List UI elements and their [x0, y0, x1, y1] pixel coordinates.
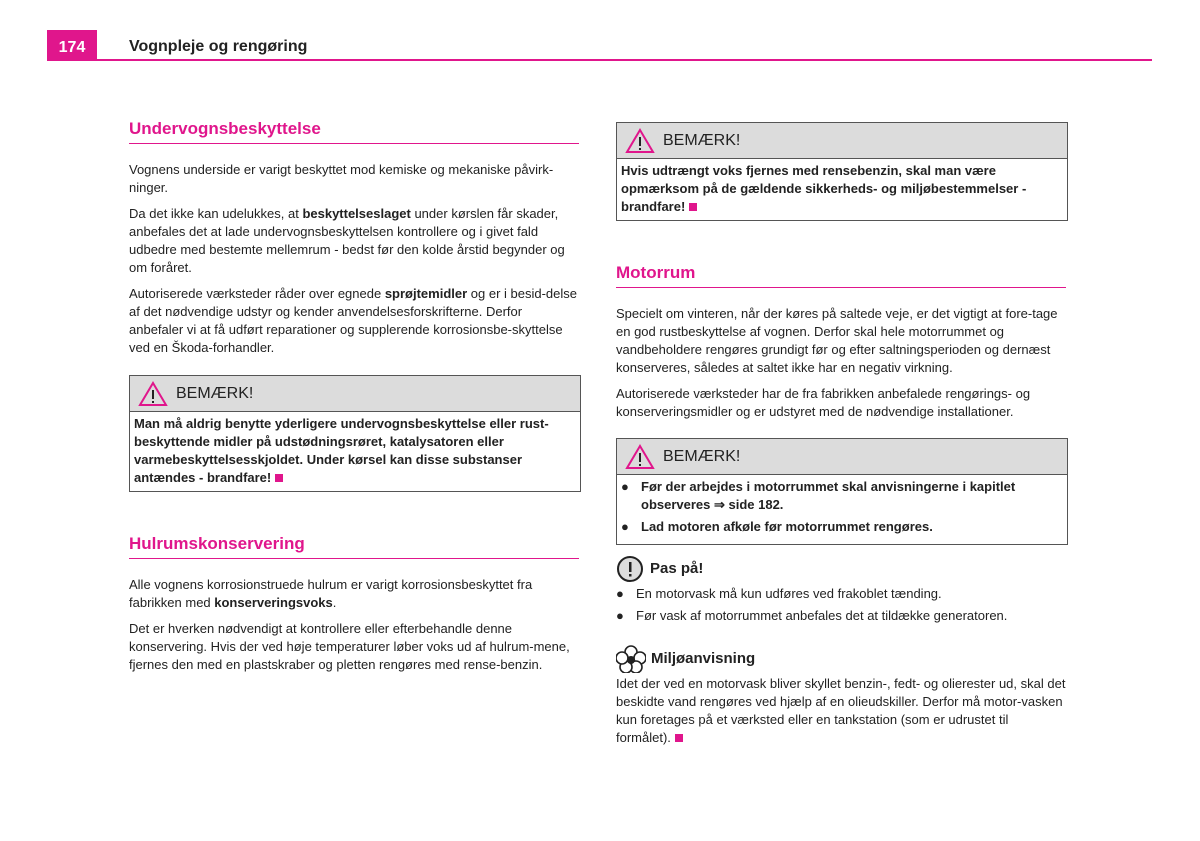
section-heading: Hulrumskonservering	[129, 533, 579, 559]
section-heading: Undervognsbeskyttelse	[129, 118, 579, 144]
warning-title: BEMÆRK!	[176, 384, 254, 402]
section-heading: Motorrum	[616, 262, 1066, 288]
warning-box	[616, 122, 1068, 221]
end-marker-icon	[675, 734, 683, 742]
environment-text: Idet der ved en motorvask bliver skyllet benzin-, fedt- og olierester ud, skal det beskidte vand rengøres ved hjælp af en olieudskiller. Derfor må motor-vasken kun foretages på et værksted eller en tankstation (som er udrustet til formålet).	[616, 676, 1066, 745]
warning-text: Hvis udtrængt voks fjernes med rensebenzin, skal man være opmærksom på de gældende sikkerheds- og miljøbestemmelser - brandfare!	[621, 163, 1027, 214]
caution-note	[616, 555, 1066, 629]
warning-text: Man må aldrig benytte yderligere undervognsbeskyttelse eller rust-beskyttende midler på udstødningsrøret, katalysatoren eller varmebeskyttelsesskjoldet. Under kørsel kan disse substanser antændes - brandfare!	[134, 416, 549, 485]
end-marker-icon	[689, 203, 697, 211]
end-marker-icon	[275, 474, 283, 482]
paragraph	[616, 305, 1066, 377]
paragraph-text: Autoriserede værksteder råder over egnede	[129, 286, 385, 301]
list-item-text: Lad motoren afkøle før motorrummet rengøres.	[641, 519, 933, 534]
paragraph	[129, 576, 579, 612]
paragraph-text: Alle vognens korrosionstruede hulrum er varigt korrosionsbeskyttet fra fabrikken med	[129, 577, 533, 610]
warning-triangle-icon	[625, 128, 655, 154]
paragraph	[129, 161, 579, 197]
bold-term: konserveringsvoks	[214, 595, 333, 610]
list-item: ● En motorvask må kun udføres ved frakoblet tænding.	[616, 586, 942, 601]
section-body	[616, 305, 1066, 421]
paragraph-text: og er i besid-delse af det nødvendige udstyr og kender anvendelsesforskrifterne. Derfor anbefaler vi at få udført reparationer og supplerende korrosionsbe-skyttelse ved en Škoda-forhandler.	[129, 286, 578, 355]
paragraph-text: Da det ikke kan udelukkes, at	[129, 206, 303, 221]
list-item-text: Før der arbejdes i motorrummet skal anvisningerne i kapitlet observeres ⇒ side 182.	[641, 479, 1016, 512]
list-item: ● Før vask af motorrummet anbefales det at tildække generatoren.	[616, 608, 1008, 623]
section-body	[129, 576, 579, 674]
environment-note	[616, 645, 1066, 747]
paragraph-text: .	[332, 595, 337, 610]
paragraph-text: Det er hverken nødvendigt at kontrollere eller efterbehandle denne konservering. Hvis der ved høje temperaturer løber voks ud af hulrum-mene, fjernes den med en plastskraber og pletten rengøres med rense-benzin.	[129, 621, 570, 672]
paragraph	[616, 385, 1066, 421]
section-undervognsbeskyttelse	[129, 118, 579, 365]
list-item: ● Før der arbejdes i motorrummet skal anvisningerne i kapitlet observeres ⇒ side 182.	[621, 478, 1063, 514]
paragraph-text: Vognens underside er varigt beskyttet mod kemiske og mekaniske påvirk-ninger.	[129, 162, 554, 195]
paragraph	[129, 620, 579, 674]
exclamation-circle-icon	[616, 555, 644, 583]
warning-box	[129, 375, 581, 492]
page-number: 174	[47, 30, 97, 61]
warning-box	[616, 438, 1068, 545]
paragraph-text: Specielt om vinteren, når der køres på saltede veje, er det vigtigt at fore-tage en god rustbeskyttelse af vognen. Derfor skal hele motorrummet og vandbeholdere rengøres grundigt før og efter saltningsperioden og dernæst konserveres, således at saltet ikke har en negativ virkning.	[616, 306, 1058, 375]
warning-triangle-icon	[138, 381, 168, 407]
section-motorrum	[616, 262, 1066, 429]
bold-term: beskyttelseslaget	[302, 206, 411, 221]
paragraph-text: Autoriserede værksteder har de fra fabrikken anbefalede rengørings- og konserveringsmidler og er udstyret med de nødvendige installationer.	[616, 386, 1031, 419]
list-item-text: Før vask af motorrummet anbefales det at tildække generatoren.	[636, 608, 1008, 623]
environment-title: Miljøanvisning	[651, 650, 756, 667]
paragraph-text: under kørslen får skader, anbefales det at lade undervognsbeskyttelsen kontrollere og i givet fald udbedre med bestemte mellemrum - bedst før den kolde årstid begynder og om foråret.	[129, 206, 565, 275]
warning-triangle-icon	[625, 444, 655, 470]
list-item: ● Lad motoren afkøle før motorrummet rengøres.	[621, 519, 933, 534]
chapter-title: Vognpleje og rengøring	[129, 38, 308, 55]
list-item-text: En motorvask må kun udføres ved frakoblet tænding.	[636, 586, 942, 601]
section-hulrumskonservering	[129, 533, 579, 682]
header-rule	[47, 59, 1152, 61]
warning-title: BEMÆRK!	[663, 447, 741, 465]
section-body	[129, 161, 579, 357]
paragraph	[129, 205, 579, 277]
paragraph	[129, 285, 579, 357]
flower-icon	[616, 645, 646, 673]
bold-term: sprøjtemidler	[384, 286, 468, 301]
warning-title: BEMÆRK!	[663, 131, 741, 149]
caution-title: Pas på!	[650, 560, 704, 577]
